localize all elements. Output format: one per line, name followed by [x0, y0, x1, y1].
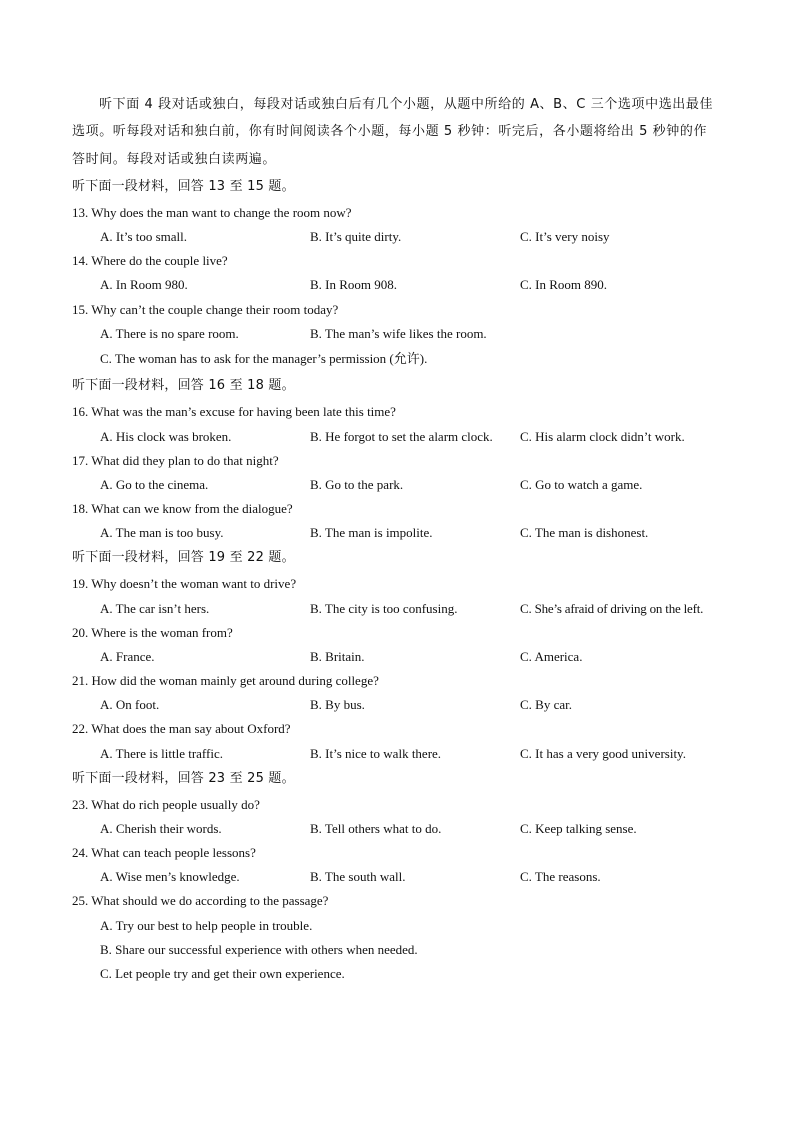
q23-option-c: C. Keep talking sense.	[520, 821, 637, 836]
q15-option-b: B. The man’s wife likes the room.	[310, 326, 487, 341]
question-14: 14. Where do the couple live?	[72, 253, 228, 268]
q19-option-c: C. She’s afraid of driving on the left.	[520, 601, 704, 616]
question-18: 18. What can we know from the dialogue?	[72, 501, 293, 516]
q16-option-c: C. His alarm clock didn’t work.	[520, 429, 685, 444]
q18-option-c: C. The man is dishonest.	[520, 525, 649, 540]
q24-option-c: C. The reasons.	[520, 869, 601, 884]
q25-option-b: B. Share our successful experience with others when needed.	[100, 942, 418, 957]
q22-option-a: A. There is little traffic.	[100, 746, 223, 761]
question-24: 24. What can teach people lessons?	[72, 845, 256, 860]
q15-option-a: A. There is no spare room.	[100, 326, 239, 341]
q22-option-c: C. It has a very good university.	[520, 746, 686, 761]
question-17: 17. What did they plan to do that night?	[72, 453, 279, 468]
q13-option-c: C. It’s very noisy	[520, 229, 610, 244]
q17-option-a: A. Go to the cinema.	[100, 477, 209, 492]
q21-option-a: A. On foot.	[100, 697, 160, 712]
section-heading: 听下面一段材料，回答 23 至 25 题。	[72, 771, 295, 786]
instructions-line-1: 听下面 4 段对话或独白，每段对话或独白后有几个小题，从题中所给的 A、B、C 三个选项中选出最佳	[99, 97, 714, 112]
question-15: 15. Why can’t the couple change their room today?	[72, 302, 339, 317]
instructions-line-3: 答时间。每段对话或独白读两遍。	[72, 152, 277, 167]
q22-option-b: B. It’s nice to walk there.	[310, 746, 442, 761]
question-23: 23. What do rich people usually do?	[72, 797, 260, 812]
section-heading: 听下面一段材料，回答 16 至 18 题。	[72, 378, 295, 393]
section-heading: 听下面一段材料，回答 19 至 22 题。	[72, 550, 295, 565]
section-heading: 听下面一段材料，回答 13 至 15 题。	[72, 179, 295, 194]
question-16: 16. What was the man’s excuse for having been late this time?	[72, 404, 396, 419]
q21-option-b: B. By bus.	[310, 697, 365, 712]
question-19: 19. Why doesn’t the woman want to drive?	[72, 576, 297, 591]
q13-option-b: B. It’s quite dirty.	[310, 229, 402, 244]
q15-option-c: C. The woman has to ask for the manager’s permission (允许).	[100, 351, 428, 366]
q25-option-c: C. Let people try and get their own experience.	[100, 966, 345, 981]
q17-option-c: C. Go to watch a game.	[520, 477, 643, 492]
q24-option-b: B. The south wall.	[310, 869, 406, 884]
q20-option-b: B. Britain.	[310, 649, 365, 664]
question-20: 20. Where is the woman from?	[72, 625, 233, 640]
q14-option-c: C. In Room 890.	[520, 277, 608, 292]
q14-option-a: A. In Room 980.	[100, 277, 188, 292]
instructions-line-2: 选项。听每段对话和独白前，你有时间阅读各个小题，每小题 5 秒钟：听完后，各小题将给出 5 秒钟的作	[72, 124, 708, 139]
q16-option-a: A. His clock was broken.	[100, 429, 232, 444]
q24-option-a: A. Wise men’s knowledge.	[100, 869, 240, 884]
question-22: 22. What does the man say about Oxford?	[72, 721, 291, 736]
q19-option-a: A. The car isn’t hers.	[100, 601, 210, 616]
question-25: 25. What should we do according to the passage?	[72, 893, 329, 908]
q18-option-a: A. The man is too busy.	[100, 525, 224, 540]
q21-option-c: C. By car.	[520, 697, 572, 712]
q23-option-a: A. Cherish their words.	[100, 821, 222, 836]
q14-option-b: B. In Room 908.	[310, 277, 398, 292]
q20-option-c: C. America.	[520, 649, 583, 664]
q20-option-a: A. France.	[100, 649, 155, 664]
q13-option-a: A. It’s too small.	[100, 229, 188, 244]
q18-option-b: B. The man is impolite.	[310, 525, 433, 540]
question-13: 13. Why does the man want to change the room now?	[72, 205, 352, 220]
q23-option-b: B. Tell others what to do.	[310, 821, 442, 836]
q19-option-b: B. The city is too confusing.	[310, 601, 458, 616]
q25-option-a: A. Try our best to help people in trouble.	[100, 918, 313, 933]
q16-option-b: B. He forgot to set the alarm clock.	[310, 429, 493, 444]
question-21: 21. How did the woman mainly get around during college?	[72, 673, 379, 688]
q17-option-b: B. Go to the park.	[310, 477, 404, 492]
